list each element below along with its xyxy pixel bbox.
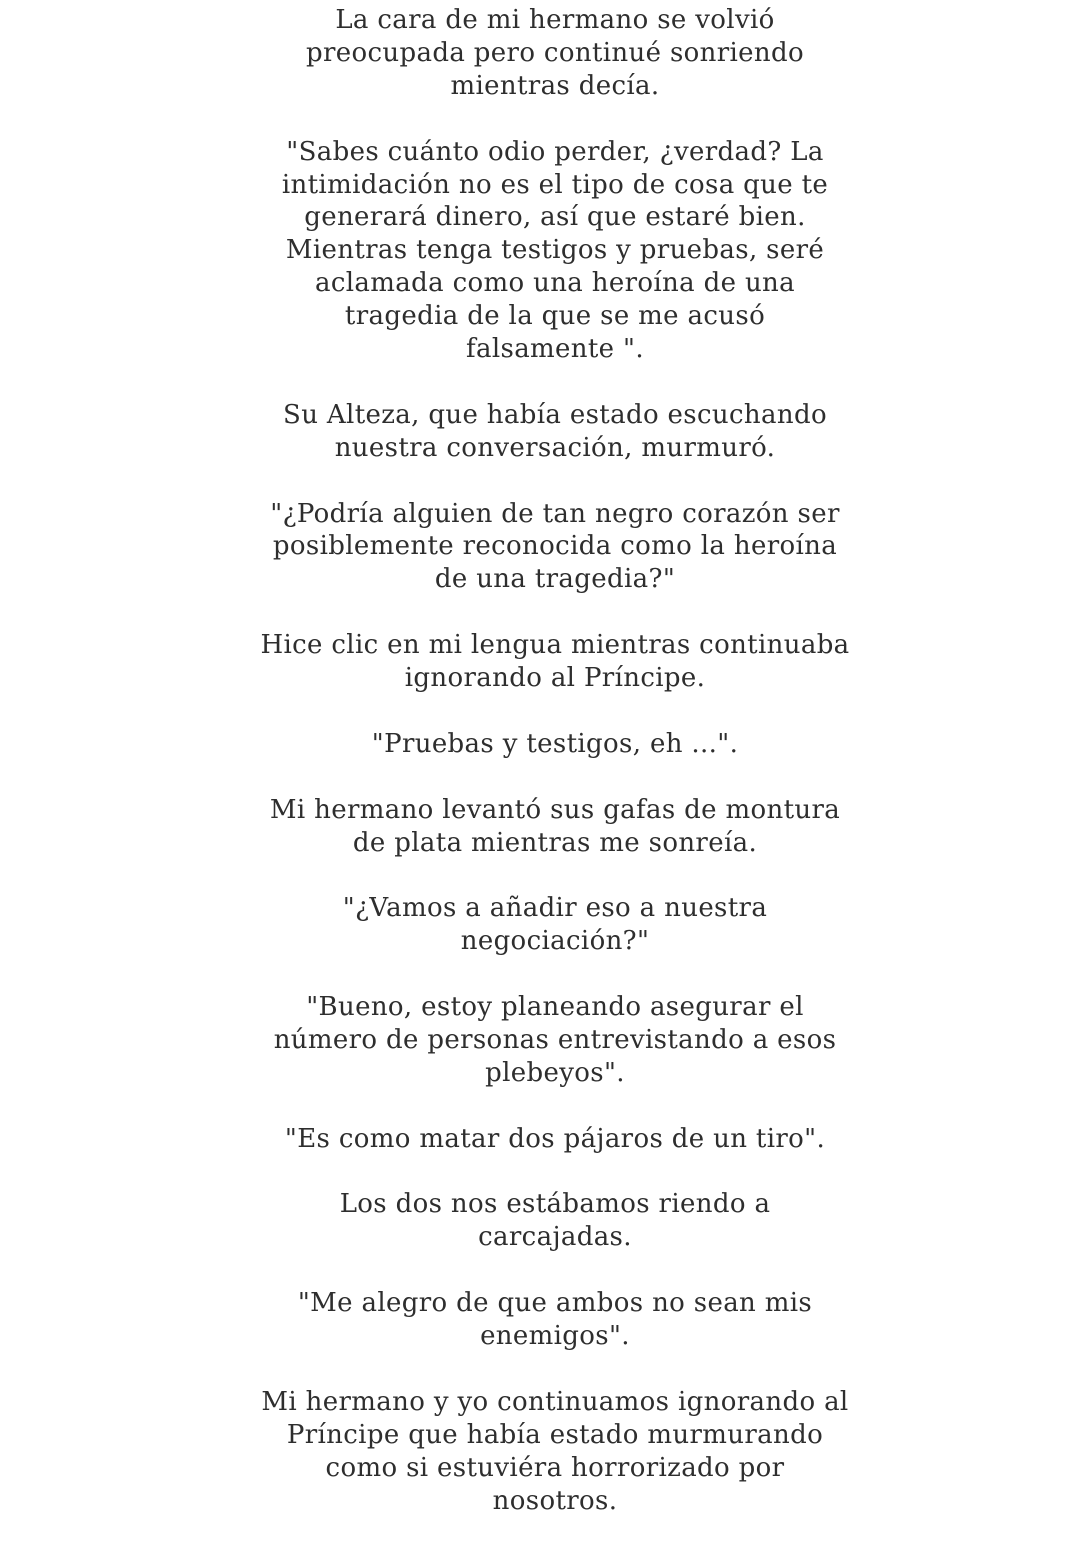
- text-line: preocupada pero continué sonriendo: [305, 37, 805, 68]
- text-line: Mi hermano levantó sus gafas de montura: [269, 794, 841, 825]
- text-line: generará dinero, así que estaré bien.: [304, 202, 806, 233]
- paragraph-11: [200, 1188, 910, 1254]
- text-line: como si estuviéra horrorizado por: [325, 1452, 785, 1483]
- text-line: nuestra conversación, murmuró.: [334, 432, 776, 463]
- text-line: Príncipe que había estado murmurando: [286, 1419, 824, 1450]
- text-line: Mi hermano y yo continuamos ignorando al: [261, 1386, 849, 1417]
- text-line: posiblemente reconocida como la heroína: [272, 531, 838, 562]
- paragraph-6: [200, 728, 910, 761]
- text-line: nosotros.: [492, 1485, 618, 1516]
- text-line: de plata mientras me sonreía.: [352, 827, 758, 858]
- text-line: plebeyos".: [485, 1057, 625, 1088]
- paragraph-4: [200, 498, 910, 597]
- story-text: [200, 4, 910, 1550]
- paragraph-1: [200, 4, 910, 103]
- text-line: aclamada como una heroína de una: [314, 268, 795, 299]
- text-line: intimidación no es el tipo de cosa que te: [281, 169, 829, 200]
- text-line: "Me alegro de que ambos no sean mis: [297, 1288, 813, 1319]
- text-line: número de personas entrevistando a esos: [273, 1024, 837, 1055]
- text-line: enemigos".: [480, 1321, 630, 1352]
- text-line: "Sabes cuánto odio perder, ¿verdad? La: [286, 136, 824, 167]
- text-line: carcajadas.: [478, 1222, 632, 1253]
- paragraph-10: [200, 1123, 910, 1156]
- paragraph-5: [200, 629, 910, 695]
- paragraph-12: [200, 1287, 910, 1353]
- text-line: ignorando al Príncipe.: [404, 663, 706, 694]
- paragraph-2: [200, 136, 910, 366]
- paragraph-8: [200, 892, 910, 958]
- text-line: "Bueno, estoy planeando asegurar el: [306, 992, 804, 1023]
- paragraph-13: [200, 1386, 910, 1518]
- paragraph-9: [200, 991, 910, 1090]
- text-line: "Es como matar dos pájaros de un tiro".: [284, 1123, 826, 1154]
- text-line: Mientras tenga testigos y pruebas, seré: [285, 235, 825, 266]
- text-line: tragedia de la que se me acusó: [344, 301, 766, 332]
- text-line: "Pruebas y testigos, eh ...".: [371, 728, 739, 759]
- text-line: negociación?": [460, 926, 650, 957]
- text-line: mientras decía.: [450, 70, 660, 101]
- paragraph-3: [200, 399, 910, 465]
- text-line: "¿Vamos a añadir eso a nuestra: [342, 893, 768, 924]
- text-line: Su Alteza, que había estado escuchando: [283, 399, 827, 430]
- text-line: La cara de mi hermano se volvió: [335, 5, 775, 35]
- text-line: Hice clic en mi lengua mientras continuaba: [260, 630, 850, 661]
- text-line: de una tragedia?": [434, 564, 676, 595]
- text-line: "¿Podría alguien de tan negro corazón ser: [270, 498, 840, 529]
- text-line: Los dos nos estábamos riendo a: [339, 1189, 771, 1220]
- paragraph-7: [200, 794, 910, 860]
- text-line: falsamente ".: [466, 334, 644, 365]
